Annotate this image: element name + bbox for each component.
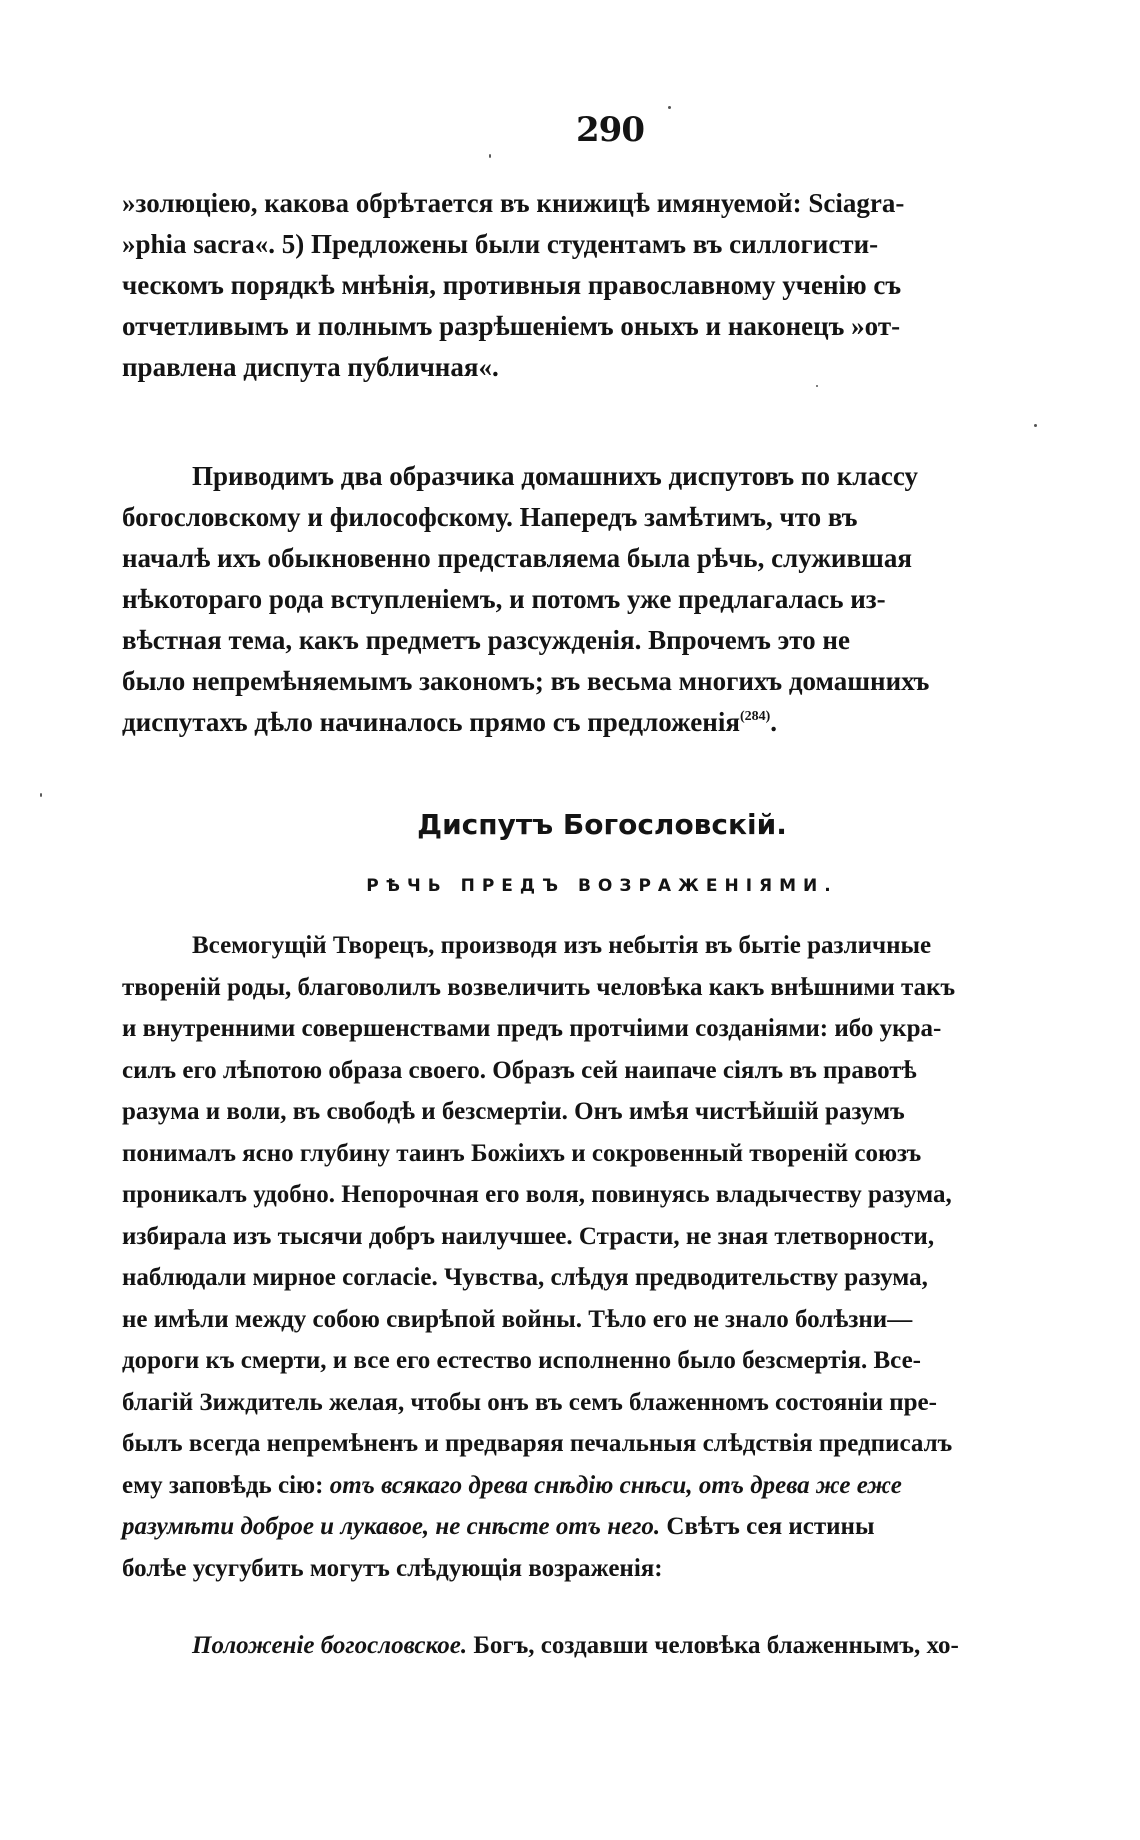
text-line: ческомъ порядкѣ мнѣнія, противныя православному ученію съ xyxy=(122,270,902,300)
text-line: не имѣли между собою свирѣпой войны. Тѣло его не знало болѣзни— xyxy=(122,1305,913,1333)
text-line xyxy=(122,1506,1082,1548)
text-line xyxy=(122,1625,1082,1666)
paragraph-intro xyxy=(122,456,1082,743)
text-line: нѣкотораго рода вступленіемъ, и потомъ уже предлагалась из- xyxy=(122,584,886,614)
text-line xyxy=(122,702,1082,743)
thesis-label: Положеніе богословское. xyxy=(192,1632,468,1659)
text-line: разума и воли, въ свободѣ и безсмертіи. Онъ имѣя чистѣйшій разумъ xyxy=(122,1098,905,1125)
section-heading: Диспутъ Богословскій. xyxy=(417,808,787,841)
text-line xyxy=(122,1465,1082,1507)
page-number: 290 xyxy=(576,110,644,150)
text-line: отчетливымъ и полнымъ разрѣшеніемъ оныхъ и наконецъ »от- xyxy=(122,311,901,341)
text-line: избирала изъ тысячи добръ наилучшее. Страсти, не зная тлетворности, xyxy=(122,1222,935,1250)
paper-speck xyxy=(668,106,671,109)
paragraph-speech xyxy=(122,925,1082,1589)
text-span: . xyxy=(770,707,778,737)
text-line: Приводимъ два образчика домашнихъ диспутовъ по классу xyxy=(192,461,919,491)
text-line: правлена диспута публичная«. xyxy=(122,352,499,382)
text-line: было непремѣняемымъ закономъ; въ весьма многихъ домашнихъ xyxy=(122,666,930,696)
paper-speck xyxy=(40,793,42,797)
scripture-quote: отъ всякаго древа снѣдію снѣси, отъ древа же еже xyxy=(329,1471,902,1499)
text-line: благій Зиждитель желая, чтобы онъ въ семъ блаженномъ состояніи пре- xyxy=(122,1388,937,1416)
paper-speck xyxy=(489,154,491,158)
text-line: вѣстная тема, какъ предметъ разсужденія. Впрочемъ это не xyxy=(122,625,850,655)
text-span: Богъ, создавши человѣка блаженнымъ, хо- xyxy=(467,1632,959,1659)
paragraph-continuation xyxy=(122,183,1082,388)
paper-speck xyxy=(816,385,818,387)
text-line: понималъ ясно глубину таинъ Божіихъ и сокровенный твореній союзъ xyxy=(122,1139,922,1167)
footnote-ref: (284) xyxy=(739,709,771,724)
text-line: »phia sacra«. 5) Предложены были студентамъ въ силлогисти- xyxy=(122,229,879,259)
section-subheading: РѢЧЬ ПРЕДЪ ВОЗРАЖЕНІЯМИ. xyxy=(366,876,838,896)
text-line: началѣ ихъ обыкновенно представляема была рѣчь, служившая xyxy=(122,543,912,573)
scripture-quote: разумѣти доброе и лукавое, не снѣсте отъ него. xyxy=(122,1513,661,1540)
paper-speck xyxy=(1034,424,1037,427)
text-line: болѣе усугубить могутъ слѣдующія возраженія: xyxy=(122,1554,663,1582)
text-span: Свѣтъ сея истины xyxy=(660,1513,875,1540)
text-span: диспутахъ дѣло начиналось прямо съ предложенія xyxy=(122,707,740,737)
text-line: »золюціею, какова обрѣтается въ книжицѣ имянуемой: Sciagra- xyxy=(122,188,905,218)
text-line: твореній роды, благоволилъ возвеличить человѣка какъ внѣшними такъ xyxy=(122,973,956,1001)
text-line: наблюдали мирное согласіе. Чувства, слѣдуя предводительству разума, xyxy=(122,1264,928,1291)
text-line: проникалъ удобно. Непорочная его воля, повинуясь владычеству разума, xyxy=(122,1181,952,1208)
text-line: дороги къ смерти, и все его естество исполненно было безсмертія. Все- xyxy=(122,1347,921,1374)
text-line: силъ его лѣпотою образа своего. Образъ сей наипаче сіялъ въ правотѣ xyxy=(122,1056,917,1084)
text-span: ему заповѣдь сію: xyxy=(122,1471,330,1499)
text-line: богословскому и философскому. Напередъ замѣтимъ, что въ xyxy=(122,502,858,532)
text-line: Всемогущій Творецъ, производя изъ небытія въ бытіе различные xyxy=(192,932,932,959)
text-line: былъ всегда непремѣненъ и предваряя печальныя слѣдствія предписалъ xyxy=(122,1430,953,1457)
text-line: и внутренними совершенствами предъ протчіими созданіями: ибо укра- xyxy=(122,1015,942,1042)
paragraph-thesis xyxy=(122,1625,1082,1666)
